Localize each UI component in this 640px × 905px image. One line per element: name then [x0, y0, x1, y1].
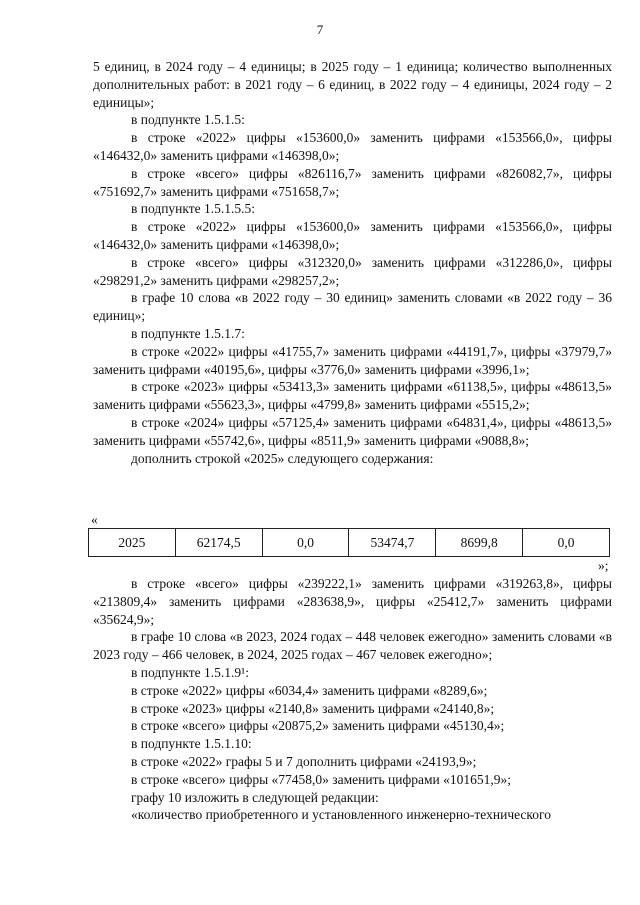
opening-quote: «: [91, 512, 98, 527]
text-block-upper: [93, 58, 612, 467]
paragraph: в строке «2022» цифры «6034,4» заменить цифрами «8289,6»;: [131, 682, 488, 698]
paragraph: в строке «2023» цифры «2140,8» заменить цифрами «24140,8»;: [131, 700, 495, 716]
paragraph: в графе 10 слова «в 2023, 2024 годах – 448 человек ежегодно» заменить словами «в 2023 году – 466 человек, в 2024, 2025 годах – 467 человек ежегодно»;: [93, 629, 612, 663]
paragraph: в подпункте 1.5.1.5.5:: [131, 201, 256, 217]
paragraph: в строке «всего» цифры «312320,0» заменить цифрами «312286,0», цифры «298291,2» заменить цифрами «298257,2»;: [93, 254, 612, 288]
paragraph: «количество приобретенного и установленного инженерно-технического: [131, 807, 551, 823]
paragraph: в строке «всего» цифры «826116,7» заменить цифрами «826082,7», цифры «751692,7» заменить цифрами «751658,7»;: [93, 165, 612, 199]
table-cell: 62174,5: [175, 529, 262, 557]
page-number: 7: [316, 22, 324, 37]
table-cell: 8699,8: [436, 529, 523, 557]
paragraph: в строке «2022» цифры «153600,0» заменить цифрами «153566,0», цифры «146432,0» заменить цифрами «146398,0»;: [93, 219, 612, 252]
paragraph: в подпункте 1.5.1.9¹:: [131, 664, 249, 680]
paragraph: 5 единиц, в 2024 году – 4 единицы; в 2025 году – 1 единица; количество выполненных дополнительных работ: в 2021 году – 6 единиц, в 2022 году – 4 единицы, 2024 году – 2 единицы»;: [93, 59, 612, 110]
paragraph: в строке «2023» цифры «53413,3» заменить цифрами «61138,5», цифры «48613,5» заменить цифрами «55623,3», цифры «4799,8» заменить цифрами «5515,2»;: [93, 379, 612, 413]
paragraph: в подпункте 1.5.1.10:: [131, 736, 252, 752]
paragraph: графу 10 изложить в следующей редакции:: [131, 789, 379, 805]
paragraph: в строке «всего» цифры «239222,1» заменить цифрами «319263,8», цифры «213809,4» заменить цифрами «283638,9», цифры «25412,7» заменить цифрами «35624,9»;: [93, 576, 612, 627]
paragraph: в строке «2022» графы 5 и 7 дополнить цифрами «24193,9»;: [131, 753, 477, 769]
table-row: [89, 529, 610, 557]
paragraph: в подпункте 1.5.1.5:: [131, 112, 245, 128]
paragraph: в подпункте 1.5.1.7:: [131, 325, 245, 341]
table-cell: 0,0: [262, 529, 349, 557]
paragraph: в графе 10 слова «в 2022 году – 30 единиц» заменить словами «в 2022 году – 36 единиц»;: [93, 290, 612, 324]
table-cell: 0,0: [523, 529, 610, 557]
paragraph: в строке «всего» цифры «20875,2» заменить цифрами «45130,4»;: [131, 718, 505, 734]
paragraph: в строке «2024» цифры «57125,4» заменить цифрами «64831,4», цифры «48613,5» заменить цифрами «55742,6», цифры «8511,9» заменить цифрами «9088,8»;: [93, 414, 612, 448]
paragraph: в строке «2022» цифры «153600,0» заменить цифрами «153566,0», цифры «146432,0» заменить цифрами «146398,0»;: [93, 130, 612, 163]
paragraph: в строке «2022» цифры «41755,7» заменить цифрами «44191,7», цифры «37979,7» заменить цифрами «40195,6», цифры «3776,0» заменить цифрами «3996,1»;: [93, 343, 612, 377]
table-cell-year: 2025: [89, 529, 176, 557]
closing-quote: »;: [598, 558, 609, 573]
text-block-lower: [93, 575, 612, 824]
table-cell: 53474,7: [349, 529, 436, 557]
paragraph: в строке «всего» цифры «77458,0» заменить цифрами «101651,9»;: [131, 771, 512, 787]
paragraph: дополнить строкой «2025» следующего содержания:: [131, 450, 434, 466]
inserted-table: [88, 528, 610, 557]
